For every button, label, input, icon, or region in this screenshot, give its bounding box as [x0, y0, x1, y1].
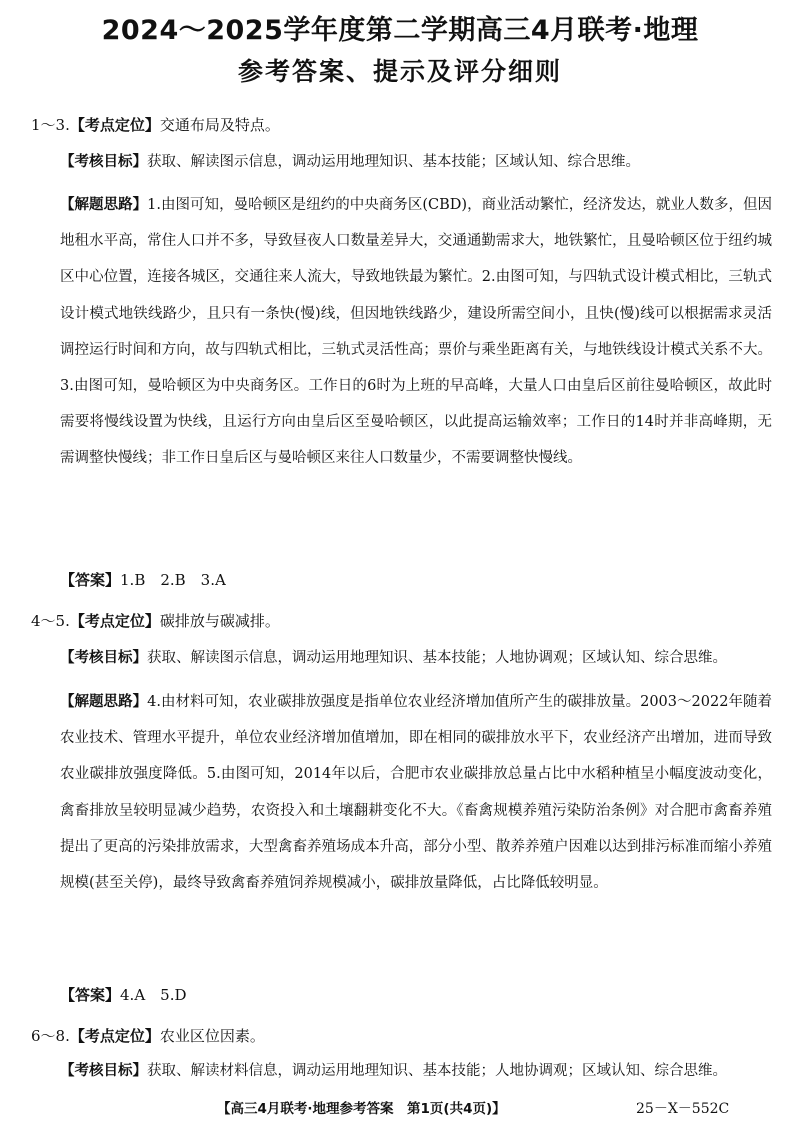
goal-text: 获取、解读图示信息，调动运用地理知识、基本技能；人地协调观；区域认知、综合思维。	[147, 650, 727, 666]
section-1-3-goal	[60, 144, 772, 180]
section-4-5-analysis	[60, 684, 772, 901]
section-6-8-focus	[31, 1026, 265, 1046]
goal-text: 获取、解读图示信息，调动运用地理知识、基本技能；区域认知、综合思维。	[147, 154, 640, 170]
page-subtitle: 参考答案、提示及评分细则	[237, 57, 562, 86]
focus-label: 【考点定位】	[69, 1027, 160, 1045]
focus-text: 农业区位因素。	[159, 1027, 265, 1045]
goal-label: 【考核目标】	[60, 649, 147, 666]
section-1-3-analysis	[60, 187, 772, 477]
goal-label: 【考核目标】	[60, 153, 147, 170]
answer-text: 1.B 2.B 3.A	[120, 571, 226, 589]
footer-doc-code: 25－X－552C	[636, 1101, 730, 1117]
section-1-3-focus	[31, 115, 280, 135]
page-title: 2024～2025学年度第二学期高三4月联考·地理	[101, 15, 699, 46]
section-1-3-answer	[60, 570, 226, 590]
focus-text: 碳排放与碳减排。	[159, 612, 280, 630]
answer-label: 【答案】	[60, 986, 121, 1004]
analysis-label: 【解题思路】	[60, 693, 148, 710]
answer-label: 【答案】	[60, 571, 121, 589]
section-range: 1～3.	[31, 116, 70, 134]
focus-label: 【考点定位】	[69, 612, 160, 630]
section-4-5-goal	[60, 640, 772, 676]
analysis-text: 1.由图可知，曼哈顿区是纽约的中央商务区(CBD)，商业活动繁忙，经济发达，就业人数多，但因地租水平高，常住人口并不多，导致昼夜人口数量差异大，交通通勤需求大，地铁繁忙，且曼哈顿区位于纽约城区中心位置，连接各城区，交通往来人流大，导致地铁最为繁忙。2.由图可知，与四轨式设计模式相比，三轨式设计模式地铁线路少，且只有一条快(慢)线，但因地铁线路少，建设所需空间小，且快(慢)线可以根据需求灵活调控运行时间和方向，故与四轨式相比，三轨式灵活性高；票价与乘坐距离有关，与地铁线设计模式关系不大。3.由图可知，曼哈顿区为中央商务区。工作日的6时为上班的早高峰，大量人口由皇后区前往曼哈顿区，故此时需要将慢线设置为快线，且运行方向由皇后区至曼哈顿区，以此提高运输效率；工作日的14时并非高峰期，无需调整快慢线；非工作日皇后区与曼哈顿区来往人口数量少，不需要调整快慢线。	[60, 197, 773, 467]
section-6-8-goal	[60, 1053, 772, 1089]
focus-label: 【考点定位】	[69, 116, 160, 134]
section-4-5-focus	[31, 611, 280, 631]
analysis-label: 【解题思路】	[60, 196, 148, 213]
goal-text: 获取、解读材料信息，调动运用地理知识、基本技能；人地协调观；区域认知、综合思维。	[147, 1063, 727, 1079]
section-range: 6～8.	[31, 1027, 70, 1045]
analysis-text: 4.由材料可知，农业碳排放强度是指单位农业经济增加值所产生的碳排放量。2003～2022年随着农业技术、管理水平提升，单位农业经济增加值增加，即在相同的碳排放水平下，农业经济产出增加，进而导致农业碳排放强度降低。5.由图可知，2014年以后，合肥市农业碳排放总量占比中水稻种植呈小幅度波动变化，禽畜排放呈较明显减少趋势，农资投入和土壤翻耕变化不大。《畜禽规模养殖污染防治条例》对合肥市禽畜养殖提出了更高的污染排放需求，大型禽畜养殖场成本升高，部分小型、散养养殖户因难以达到排污标准而缩小养殖规模(甚至关停)，最终导致禽畜养殖饲养规模减小，碳排放量降低，占比降低较明显。	[60, 694, 773, 892]
section-4-5-answer	[60, 985, 187, 1005]
answer-text: 4.A 5.D	[120, 986, 187, 1004]
focus-text: 交通布局及特点。	[159, 116, 280, 134]
section-range: 4～5.	[31, 612, 70, 630]
goal-label: 【考核目标】	[60, 1062, 147, 1079]
page-footer	[0, 1097, 800, 1121]
footer-page-info: 【高三4月联考·地理参考答案 第1页(共4页)】	[217, 1101, 506, 1117]
